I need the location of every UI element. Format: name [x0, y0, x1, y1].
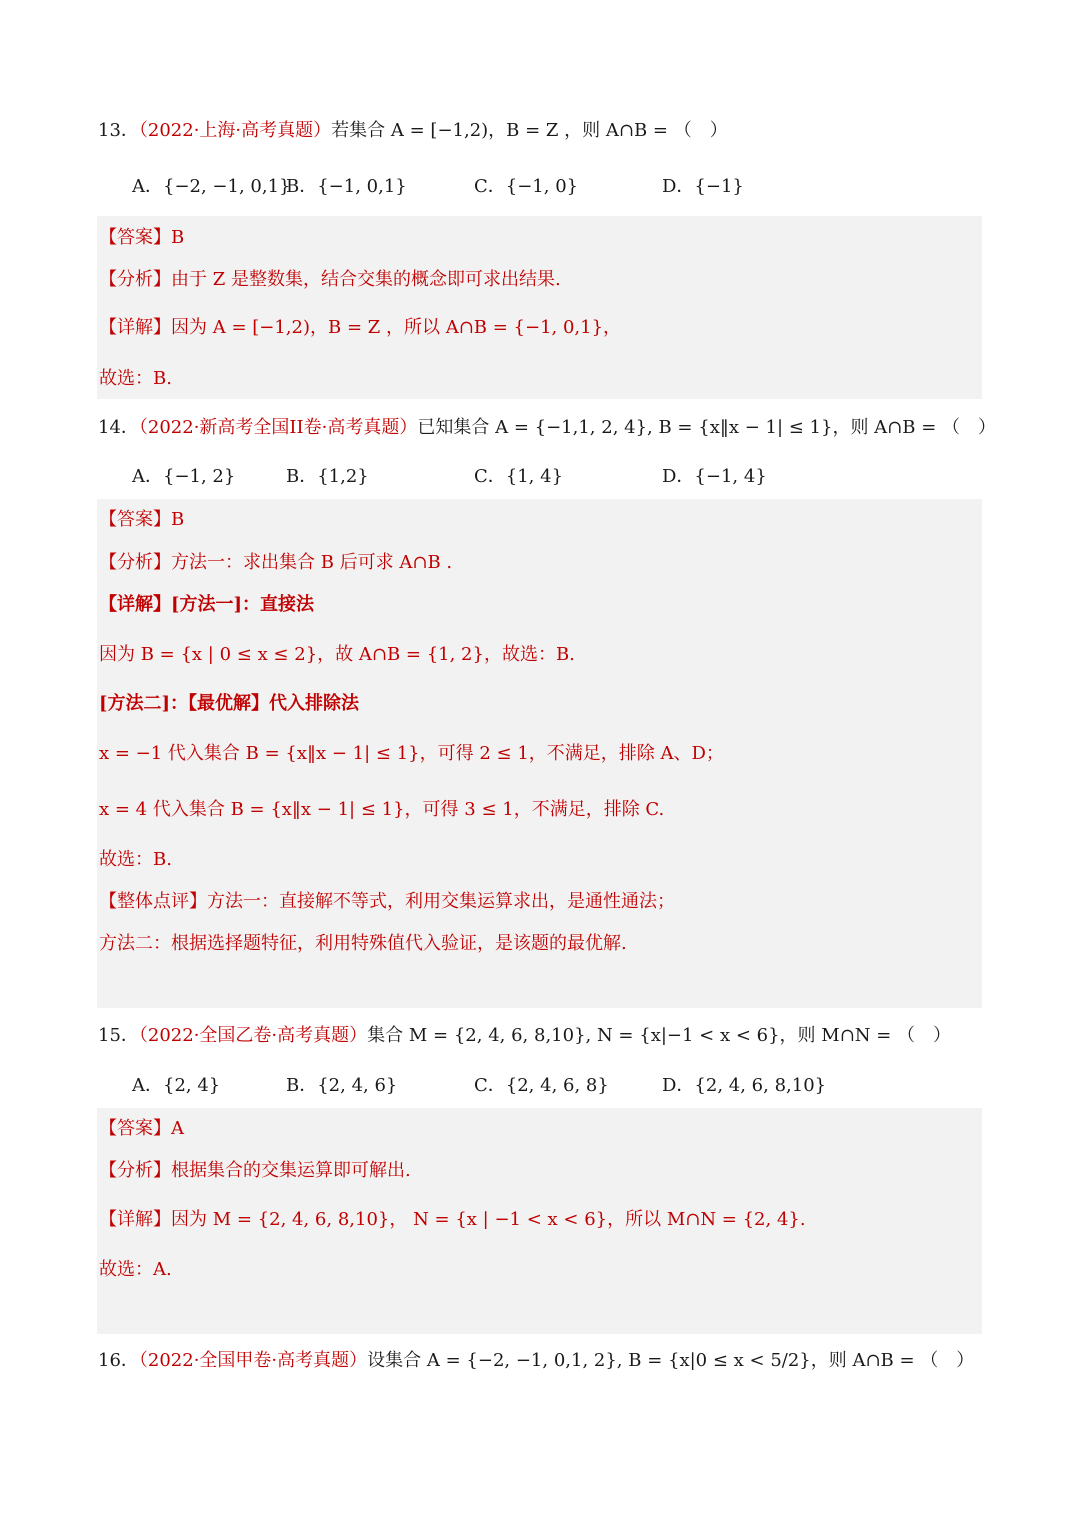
option-a: A．{−2, −1, 0,1} — [132, 176, 291, 197]
question-stem: 集合 M = {2, 4, 6, 8,10}, N = {x|−1 < x < 6}，则 M∩N = （ ） — [367, 1025, 952, 1046]
answer: 【答案】A — [99, 1118, 184, 1139]
option-c: C．{−1, 0} — [474, 176, 579, 197]
answer: 【答案】B — [99, 227, 185, 248]
detail: 【详解】因为 A = [−1,2)，B = Z ，所以 A∩B = {−1, 0,1}， — [99, 317, 622, 338]
question-number: 16． — [98, 1350, 139, 1371]
option-d: D．{−1} — [662, 176, 744, 197]
method-2-step-1: x = −1 代入集合 B = {x‖x − 1| ≤ 1}，可得 2 ≤ 1，不满足，排除 A、D； — [99, 743, 724, 764]
option-c: C．{1, 4} — [474, 466, 564, 487]
final-choice: 故选：B. — [99, 849, 172, 870]
question-source: （2022·上海·高考真题） — [138, 120, 332, 141]
method-2-step-2: x = 4 代入集合 B = {x‖x − 1| ≤ 1}，可得 3 ≤ 1，不满足，排除 C. — [99, 799, 665, 820]
option-a: A．{2, 4} — [132, 1075, 221, 1096]
question-stem: 若集合 A = [−1,2)，B = Z ，则 A∩B = （ ） — [331, 120, 728, 141]
question-14 — [98, 413, 996, 443]
option-c: C．{2, 4, 6, 8} — [474, 1075, 609, 1096]
option-d: D．{−1, 4} — [662, 466, 767, 487]
question-number: 15． — [98, 1025, 139, 1046]
option-d: D．{2, 4, 6, 8,10} — [662, 1075, 827, 1096]
answer: 【答案】B — [99, 509, 185, 530]
detail-method-1: 因为 B = {x | 0 ≤ x ≤ 2}，故 A∩B = {1, 2}，故选：B. — [99, 644, 575, 665]
overall-comment-2: 方法二：根据选择题特征，利用特殊值代入验证，是该题的最优解. — [99, 933, 627, 954]
analysis: 【分析】由于 Z 是整数集，结合交集的概念即可求出结果. — [99, 269, 561, 290]
question-15-options — [132, 1071, 1012, 1101]
final-choice: 故选：A. — [99, 1259, 172, 1280]
question-16 — [98, 1346, 974, 1376]
question-13-options — [132, 172, 1012, 202]
question-number: 13． — [98, 120, 139, 141]
method-2-head: [方法二]：【最优解】代入排除法 — [99, 693, 360, 714]
final-choice: 故选：B. — [99, 368, 172, 389]
question-source: （2022·新高考全国II卷·高考真题） — [138, 417, 418, 438]
question-15 — [98, 1021, 951, 1051]
question-stem: 已知集合 A = {−1,1, 2, 4}, B = {x‖x − 1| ≤ 1}，则 A∩B = （ ） — [417, 417, 997, 438]
analysis: 【分析】方法一：求出集合 B 后可求 A∩B . — [99, 552, 453, 573]
question-source: （2022·全国甲卷·高考真题） — [138, 1350, 368, 1371]
solution-13 — [97, 216, 982, 399]
detail: 【详解】因为 M = {2, 4, 6, 8,10}， N = {x | −1 < x < 6}，所以 M∩N = {2, 4}. — [99, 1209, 806, 1230]
solution-14 — [97, 499, 982, 1008]
question-stem: 设集合 A = {−2, −1, 0,1, 2}, B = {x|0 ≤ x < 5/2}，则 A∩B = （ ） — [367, 1350, 975, 1371]
overall-comment-1: 【整体点评】方法一：直接解不等式，利用交集运算求出，是通性通法； — [99, 891, 675, 912]
solution-15 — [97, 1108, 982, 1334]
option-b: B．{2, 4, 6} — [286, 1075, 398, 1096]
option-b: B．{1,2} — [286, 466, 369, 487]
option-b: B．{−1, 0,1} — [286, 176, 407, 197]
analysis: 【分析】根据集合的交集运算即可解出. — [99, 1160, 411, 1181]
question-number: 14． — [98, 417, 139, 438]
question-14-options — [132, 462, 1012, 492]
detail-method-1-head: 【详解】[方法一]：直接法 — [99, 594, 315, 615]
option-a: A．{−1, 2} — [132, 466, 236, 487]
question-source: （2022·全国乙卷·高考真题） — [138, 1025, 368, 1046]
question-13 — [98, 116, 728, 146]
